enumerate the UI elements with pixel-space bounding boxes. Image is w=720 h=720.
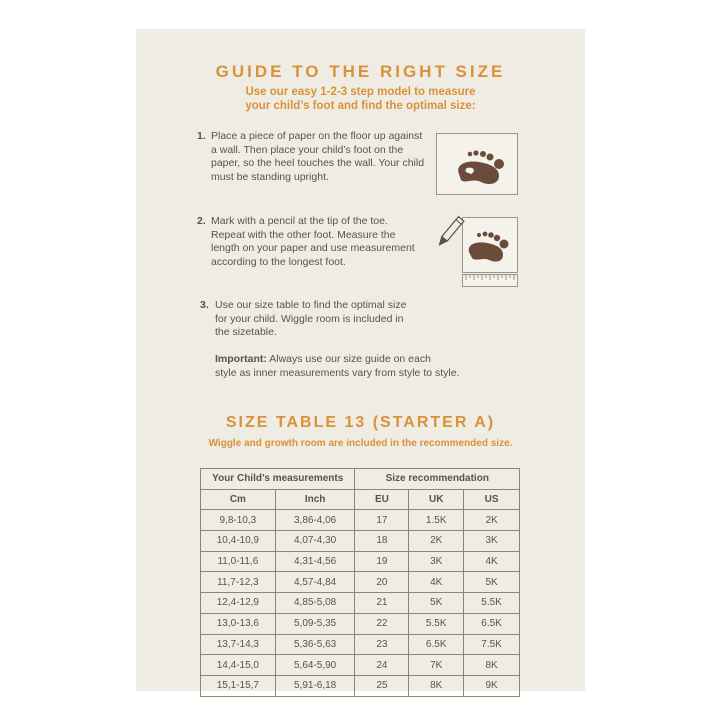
subtitle-line-1: Use our easy 1-2-3 step model to measure	[245, 86, 476, 98]
ruler-icon	[462, 274, 518, 288]
cell-uk: 3K	[409, 551, 464, 572]
table-row	[201, 675, 520, 696]
cell-inch: 4,57-4,84	[275, 572, 355, 593]
cell-cm: 12,4-12,9	[201, 593, 276, 614]
cell-uk: 8K	[409, 675, 464, 696]
cell-uk: 2K	[409, 531, 464, 552]
important-label: Important:	[215, 353, 267, 365]
table-row	[201, 551, 520, 572]
cell-cm: 11,7-12,3	[201, 572, 276, 593]
table-row	[201, 510, 520, 531]
step-1-number: 1.	[197, 130, 206, 142]
size-table	[200, 468, 520, 697]
cell-us: 5K	[464, 572, 520, 593]
important-text: Always use our size guide on each	[266, 353, 431, 365]
cell-eu: 17	[355, 510, 409, 531]
important-note	[215, 353, 460, 380]
column-header-cm: Cm	[201, 489, 276, 510]
table-group-header-row	[201, 469, 520, 490]
step-2-line: length on your paper and use measurement	[211, 242, 415, 254]
step-2-illustration	[462, 217, 518, 273]
cell-inch: 4,07-4,30	[275, 531, 355, 552]
step-1-line: Place a piece of paper on the floor up against	[211, 130, 423, 142]
step-1-line: paper, so the heel touches the wall. Your child	[211, 157, 425, 169]
important-line-2: style as inner measurements vary from style to style.	[215, 366, 460, 379]
step-3-line: Use our size table to find the optimal size	[215, 299, 407, 311]
cell-eu: 22	[355, 613, 409, 634]
table-column-header-row	[201, 489, 520, 510]
footprint-icon	[463, 218, 517, 272]
table-row	[201, 531, 520, 552]
step-3-text	[215, 299, 406, 340]
cell-inch: 5,64-5,90	[275, 655, 355, 676]
cell-us: 5.5K	[464, 593, 520, 614]
cell-inch: 5,09-5,35	[275, 613, 355, 634]
cell-eu: 24	[355, 655, 409, 676]
step-1-line: a wall. Then place your child’s foot on the	[211, 143, 404, 156]
cell-uk: 6.5K	[409, 634, 464, 655]
column-header-inch: Inch	[275, 489, 355, 510]
step-1-text	[211, 130, 424, 184]
subtitle-line-2: your child’s foot and find the optimal size:	[245, 100, 476, 112]
cell-cm: 14,4-15,0	[201, 655, 276, 676]
table-title: SIZE TABLE 13 (STARTER A)	[225, 414, 496, 431]
important-line-1	[215, 353, 460, 367]
cell-eu: 19	[355, 551, 409, 572]
cell-cm: 13,7-14,3	[201, 634, 276, 655]
cell-inch: 4,31-4,56	[275, 551, 355, 572]
cell-eu: 18	[355, 531, 409, 552]
cell-inch: 5,91-6,18	[275, 675, 355, 696]
cell-uk: 1.5K	[409, 510, 464, 531]
step-1-line: must be standing upright.	[211, 170, 329, 183]
page-title: GUIDE TO THE RIGHT SIZE	[215, 62, 506, 81]
cell-eu: 23	[355, 634, 409, 655]
footprint-icon	[437, 134, 517, 194]
cell-us: 4K	[464, 551, 520, 572]
cell-us: 6.5K	[464, 613, 520, 634]
cell-cm: 9,8-10,3	[201, 510, 276, 531]
step-2-line: Mark with a pencil at the tip of the toe.	[211, 215, 388, 227]
cell-cm: 13,0-13,6	[201, 613, 276, 634]
pencil-icon	[435, 215, 465, 251]
table-row	[201, 613, 520, 634]
column-header-uk: UK	[409, 489, 464, 510]
step-2-line: Repeat with the other foot. Measure the	[211, 228, 396, 241]
cell-cm: 11,0-11,6	[201, 551, 276, 572]
cell-us: 2K	[464, 510, 520, 531]
step-3-number: 3.	[200, 299, 209, 311]
cell-uk: 7K	[409, 655, 464, 676]
cell-cm: 15,1-15,7	[201, 675, 276, 696]
group-header-size: Size recommendation	[355, 469, 520, 490]
step-2-line: according to the longest foot.	[211, 255, 346, 268]
step-3-line: the sizetable.	[215, 326, 277, 338]
cell-uk: 5K	[409, 593, 464, 614]
cell-us: 7.5K	[464, 634, 520, 655]
cell-inch: 5,36-5,63	[275, 634, 355, 655]
cell-eu: 25	[355, 675, 409, 696]
cell-inch: 3,86-4,06	[275, 510, 355, 531]
step-1-illustration	[436, 133, 518, 195]
cell-us: 8K	[464, 655, 520, 676]
column-header-eu: EU	[355, 489, 409, 510]
size-guide-card	[136, 29, 585, 691]
cell-uk: 5.5K	[409, 613, 464, 634]
cell-eu: 20	[355, 572, 409, 593]
table-row	[201, 572, 520, 593]
cell-eu: 21	[355, 593, 409, 614]
table-row	[201, 593, 520, 614]
table-row	[201, 634, 520, 655]
cell-cm: 10,4-10,9	[201, 531, 276, 552]
step-2-number: 2.	[197, 215, 206, 227]
cell-us: 3K	[464, 531, 520, 552]
column-header-us: US	[464, 489, 520, 510]
cell-inch: 4,85-5,08	[275, 593, 355, 614]
step-3-line: for your child. Wiggle room is included in	[215, 312, 404, 325]
group-header-measurements: Your Child’s measurements	[201, 469, 355, 490]
table-subtitle: Wiggle and growth room are included in the recommended size.	[208, 438, 513, 449]
table-row	[201, 655, 520, 676]
cell-us: 9K	[464, 675, 520, 696]
cell-uk: 4K	[409, 572, 464, 593]
step-2-text	[211, 215, 415, 269]
